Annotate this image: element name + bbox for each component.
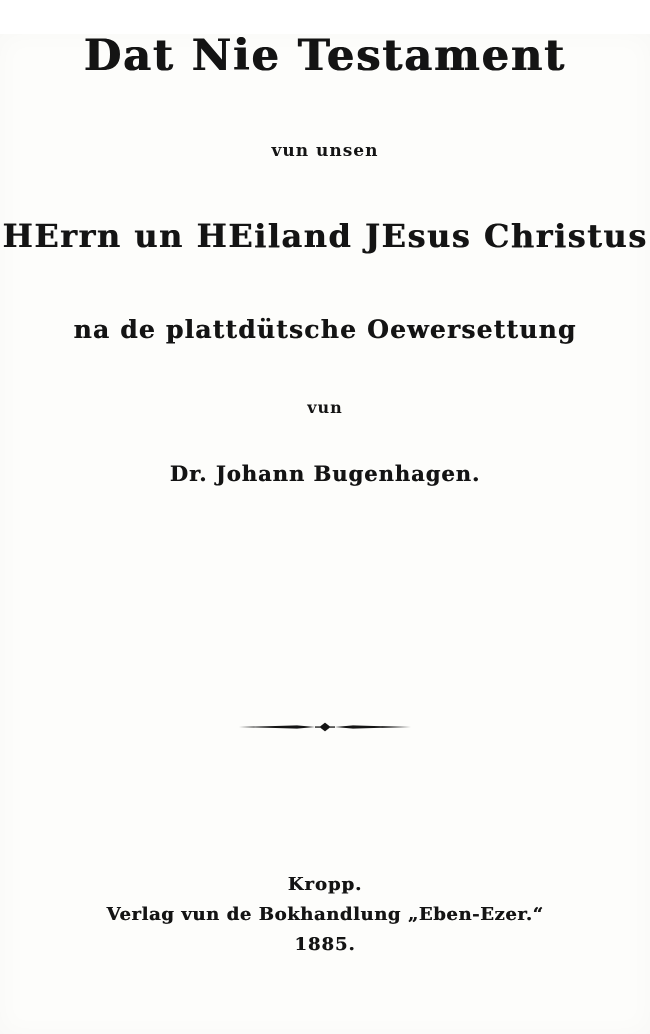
- imprint-block: [0, 874, 650, 955]
- imprint-city: Kropp.: [287, 874, 363, 895]
- title-subtitle-translation: na de plattdütsche Oewersettung: [73, 315, 577, 345]
- diamond-rule-divider-icon: [0, 720, 650, 734]
- title-page: [0, 31, 650, 1034]
- imprint-year: 1885.: [294, 934, 356, 955]
- title-subtitle-vun: vun: [307, 398, 343, 418]
- title-subtitle-herrn-heiland: HErrn un HEiland JEsus Christus: [2, 217, 648, 256]
- title-subtitle-vun-unsen: vun unsen: [271, 141, 379, 162]
- imprint-publisher: Verlag vun de Bokhandlung „Eben-Ezer.“: [106, 904, 544, 925]
- page-title: Dat Nie Testament: [83, 31, 567, 81]
- author-name: Dr. Johann Bugenhagen.: [169, 461, 481, 487]
